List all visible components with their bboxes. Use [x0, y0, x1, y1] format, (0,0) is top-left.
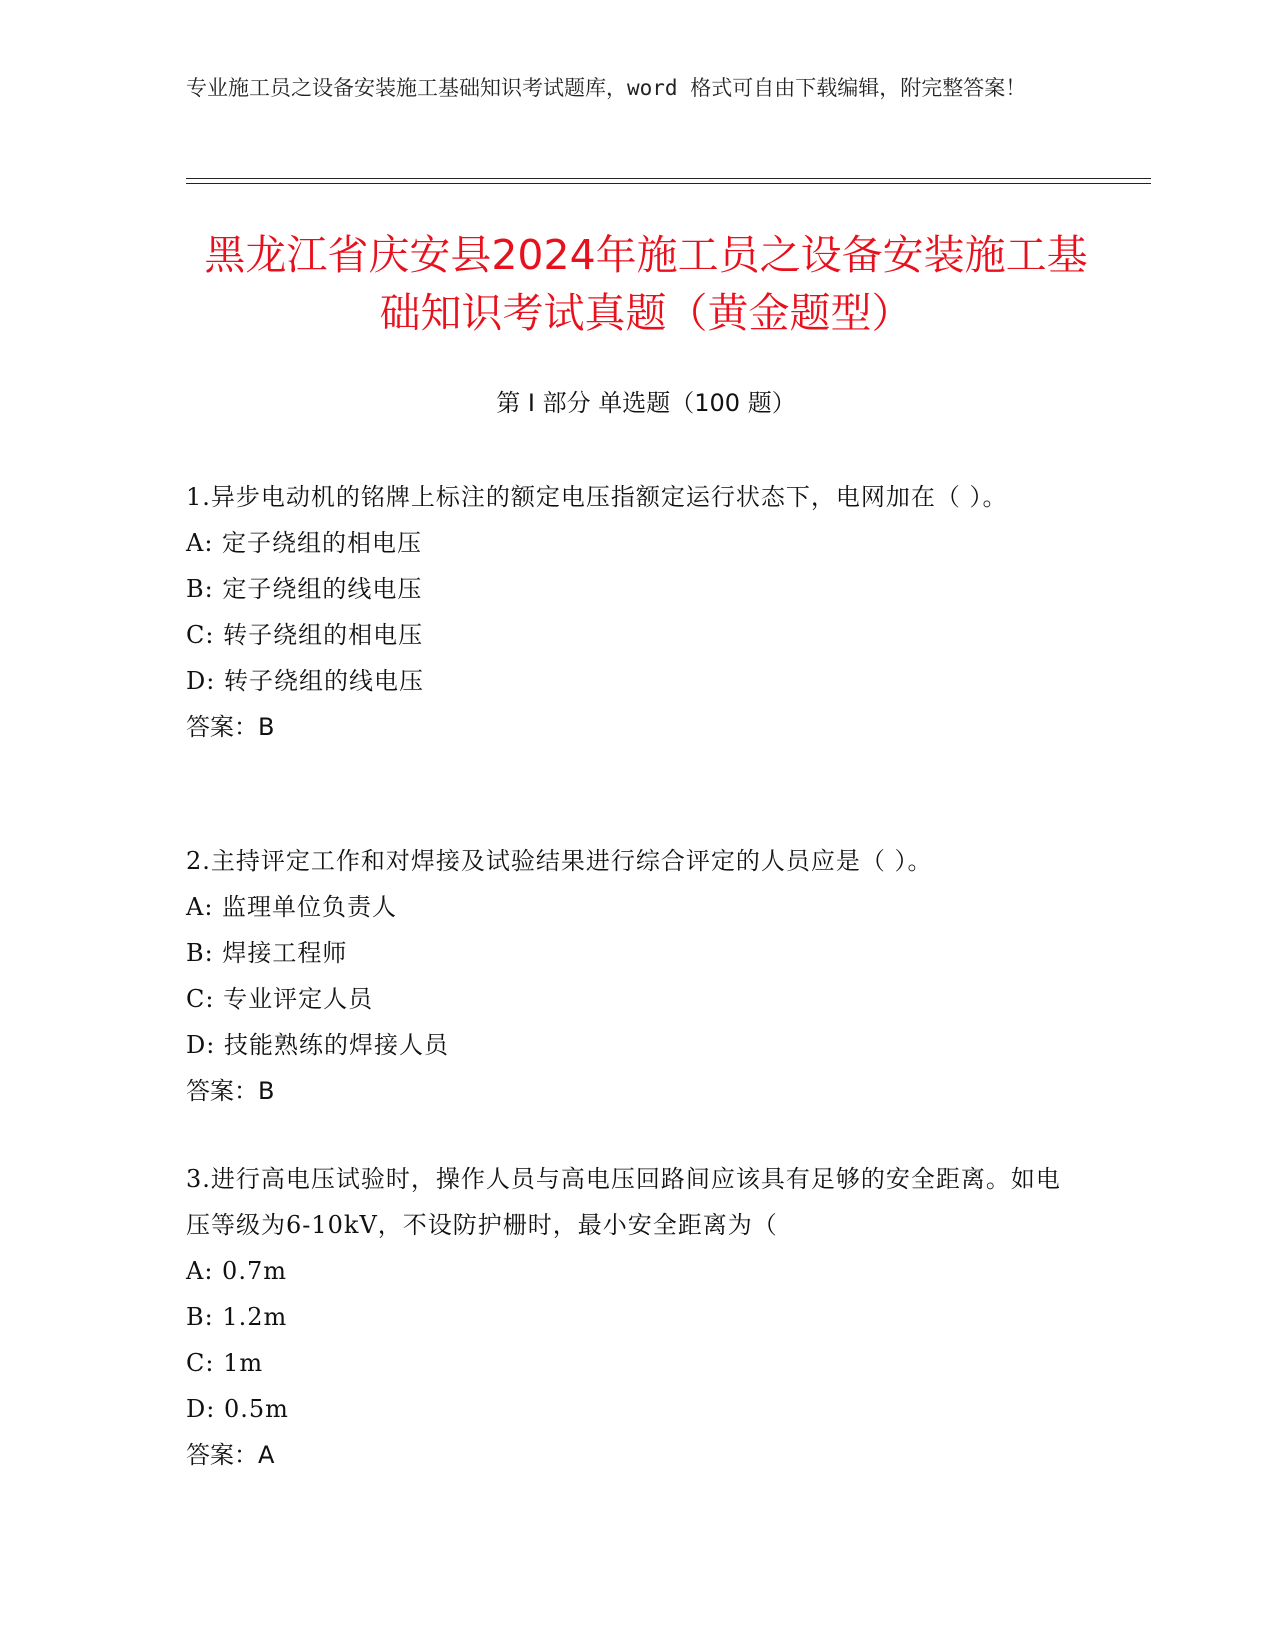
header-divider-top	[186, 178, 1151, 179]
question-stem: 1.异步电动机的铭牌上标注的额定电压指额定运行状态下，电网加在（ ）。	[186, 483, 1008, 511]
question-stem: 2.主持评定工作和对焊接及试验结果进行综合评定的人员应是（ ）。	[186, 847, 933, 875]
answer: 答案：B	[186, 713, 275, 741]
option-b: B: 焊接工程师	[186, 939, 348, 967]
question-stem: 3.进行高电压试验时，操作人员与高电压回路间应该具有足够的安全距离。如电压等级为6-10kV，不设防护栅时，最小安全距离为（	[186, 1165, 1061, 1239]
option-a: A: 监理单位负责人	[186, 893, 398, 921]
option-c: C: 1m	[186, 1349, 264, 1377]
option-c: C: 转子绕组的相电压	[186, 621, 424, 649]
header-divider-bottom	[186, 183, 1151, 184]
document-title: 黑龙江省庆安县2024年施工员之设备安装施工基础知识考试真题（黄金题型）	[204, 231, 1088, 337]
option-a: A: 定子绕组的相电压	[186, 529, 423, 557]
option-d: D: 0.5m	[186, 1395, 289, 1423]
question-2	[186, 838, 1066, 1114]
answer: 答案：A	[186, 1441, 275, 1469]
question-3	[186, 1156, 1066, 1478]
header-note: 专业施工员之设备安装施工基础知识考试题库，word 格式可自由下载编辑，附完整答案！	[186, 76, 1027, 100]
option-d: D: 转子绕组的线电压	[186, 667, 424, 695]
option-a: A: 0.7m	[186, 1257, 287, 1285]
option-c: C: 专业评定人员	[186, 985, 374, 1013]
option-d: D: 技能熟练的焊接人员	[186, 1031, 449, 1059]
option-b: B: 定子绕组的线电压	[186, 575, 423, 603]
section-title: 第 I 部分 单选题（100 题）	[496, 389, 796, 417]
answer: 答案：B	[186, 1077, 275, 1105]
question-1	[186, 474, 1066, 750]
option-b: B: 1.2m	[186, 1303, 288, 1331]
